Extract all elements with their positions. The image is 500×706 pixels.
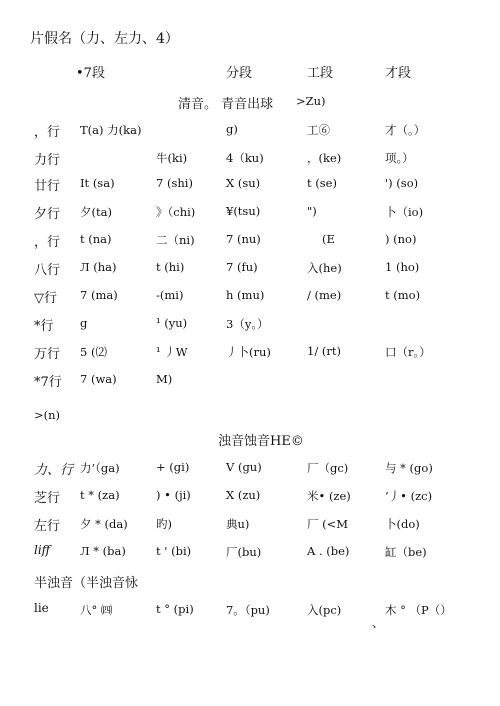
cell-u: X (su) [226,176,261,190]
cell-u: h (mu) [226,288,265,302]
cell-o: ') (so) [385,176,419,190]
cell-u: 丿卜(ru) [226,345,271,359]
cell-i: -(mi) [156,288,184,302]
nasal-n-note: >(n) [34,408,61,422]
cell-u: X (zu) [226,488,261,502]
cell-a: 7 (wa) [80,372,117,386]
cell-a: Л * (ba) [80,544,126,558]
cell-u: 7。（pu) [226,603,270,617]
cell-o: t (mo) [385,288,421,302]
cell-i: 二（ni) [156,233,195,247]
row-label: 芝行 [34,491,61,506]
cell-u: 3（y。） [226,317,269,331]
cell-o: 木 ° （P（） [385,603,452,617]
cell-i: t ° (pi) [156,602,194,616]
cell-o: ) (no) [385,232,417,246]
cell-e: t (se) [307,176,337,190]
cell-u: 厂(bu) [226,545,262,559]
cell-a: It (sa) [80,176,115,190]
cell-i: ) • (ji) [156,488,191,502]
row-label: liff [34,543,51,557]
cell-e: 入(pc) [307,603,342,617]
row-label: 夕行 [34,207,61,222]
cell-i: + (gi) [156,460,190,474]
cell-o: ’丿• (zc) [385,489,433,503]
cell-i: 旳) [156,517,172,531]
cell-u: g) [226,122,238,136]
header-u-column: 工段 [307,66,334,81]
cell-i: t ' (bi) [156,544,192,558]
section-heading-handakuon: 半浊音（半浊音怺 [34,576,139,591]
table-row [0,176,500,200]
table-row [0,344,500,368]
cell-u: 7 (nu) [226,232,261,246]
cell-e: 1/ (rt) [307,344,341,358]
page-title: 片假名（力、左力、4） [30,31,179,47]
section-heading-seion: 清音。 青音出球 [178,97,274,112]
header-a-column: •7段 [76,66,105,81]
table-row [0,460,500,484]
cell-i: 牛(ki) [156,151,188,165]
cell-e: A . (be) [307,544,350,558]
table-row [0,544,500,568]
cell-a: Л (ha) [80,260,117,274]
table-row [0,488,500,512]
cell-o: 才（。） [385,123,426,137]
cell-o: 1 (ho) [385,260,420,274]
row-label: 力、行 [34,463,74,478]
table-row [0,122,500,146]
row-label: ▽行 [34,291,57,306]
cell-a: 夕(ta) [80,205,112,219]
cell-u: V (gu) [226,460,262,474]
cell-e: ") [307,204,317,218]
cell-i: 》（chi) [156,205,196,219]
row-label: 八行 [34,263,61,278]
cell-i: M) [156,372,173,386]
cell-a: t * (za) [80,488,120,502]
table-row [0,232,500,256]
header-o-column: 才段 [385,66,412,81]
stray-mark: 、 [372,616,385,630]
cell-e: 厂（gc) [307,461,349,475]
row-label: 左行 [34,519,61,534]
header-i-column: 分段 [226,66,253,81]
cell-u: 7 (fu) [226,260,258,274]
cell-e: 入(he) [307,261,342,275]
cell-e: / (me) [307,288,342,302]
row-label: 力行 [34,153,61,168]
row-label: ，行 [34,125,61,140]
row-label: lie [34,601,49,615]
cell-i: ¹ 丿W [156,345,188,359]
cell-u: ¥(tsu) [226,204,261,218]
section-heading-dakuon: 浊音蚀音HE© [218,434,304,449]
cell-e: 厂 (<M [307,517,349,531]
cell-e: (E [322,232,335,246]
cell-o: 卜（io) [385,205,424,219]
cell-o: 口（r。） [385,345,431,359]
cell-o: 缸（be) [385,545,427,559]
cell-a: T(a) 力(ka) [80,123,142,137]
section-heading-seion-suffix: >Zu) [296,94,326,108]
cell-a: g [80,316,88,330]
cell-a: 5 (⑵ [80,345,107,359]
cell-a: 7 (ma) [80,288,118,302]
table-row [0,372,500,396]
cell-i: t (hi) [156,260,185,274]
table-row [0,602,500,626]
table-row [0,288,500,312]
cell-a: 力’（ga) [80,461,120,475]
row-label: 廿行 [34,179,61,194]
cell-o: 项。） [385,151,414,165]
cell-o: 卜(do) [385,517,420,531]
cell-u: 典u) [226,517,250,531]
row-label: ，行 [34,235,61,250]
cell-e: 工⑥ [307,123,330,137]
cell-a: t (na) [80,232,112,246]
cell-a: 八° ㈣ [80,603,113,617]
table-row [0,204,500,228]
row-label: 万行 [34,347,61,362]
cell-e: ，(ke) [307,151,342,165]
cell-o: 与 * (go) [385,461,433,475]
row-label: *7行 [34,375,62,390]
table-row [0,316,500,340]
row-label: *行 [34,319,54,334]
cell-a: 夕 * (da) [80,517,128,531]
cell-i: 7 (shi) [156,176,193,190]
table-row [0,150,500,174]
cell-u: 4（ku) [226,151,264,165]
table-row [0,516,500,540]
cell-e: 米• (ze) [307,489,351,503]
table-row [0,260,500,284]
cell-i: ¹ (yu) [156,316,188,330]
